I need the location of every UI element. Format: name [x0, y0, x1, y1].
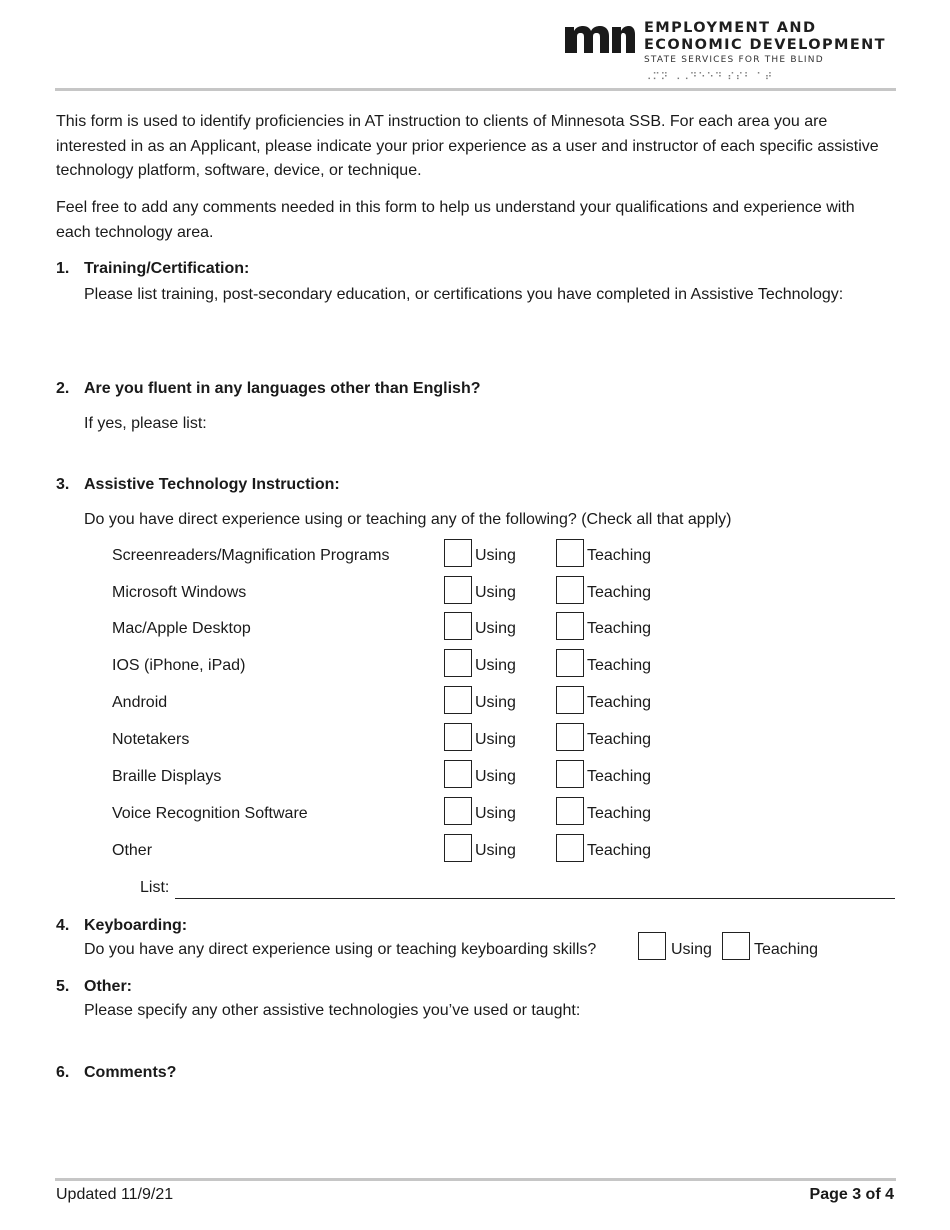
logo-title-line1: EMPLOYMENT AND [644, 20, 817, 36]
teaching-checkbox[interactable] [556, 834, 584, 862]
using-checkbox[interactable] [444, 686, 472, 714]
section-6-number: 6. [56, 1064, 70, 1081]
using-label: Using [475, 620, 516, 637]
at-item-label: Android [112, 694, 168, 711]
section-1-number: 1. [56, 260, 70, 277]
at-item-label: Microsoft Windows [112, 584, 247, 601]
list-label: List: [140, 879, 170, 896]
keyboarding-using-label: Using [671, 941, 712, 958]
teaching-label: Teaching [587, 694, 652, 711]
page-number: Page 3 of 4 [809, 1186, 894, 1203]
using-checkbox[interactable] [444, 797, 472, 825]
using-label: Using [475, 842, 516, 859]
section-4-text: Do you have any direct experience using or teaching keyboarding skills? [84, 941, 597, 958]
teaching-label: Teaching [587, 731, 652, 748]
updated-date: Updated 11/9/21 [56, 1186, 174, 1203]
keyboarding-using-checkbox[interactable] [638, 932, 666, 960]
section-2-number: 2. [56, 380, 70, 397]
logo-title-line2: ECONOMIC DEVELOPMENT [644, 37, 886, 53]
section-3-number: 3. [56, 476, 70, 493]
teaching-label: Teaching [587, 768, 652, 785]
teaching-label: Teaching [587, 620, 652, 637]
section-6-heading: Comments? [84, 1064, 177, 1081]
keyboarding-teaching-checkbox[interactable] [722, 932, 750, 960]
teaching-checkbox[interactable] [556, 539, 584, 567]
list-input-line[interactable] [175, 898, 895, 899]
teaching-label: Teaching [587, 842, 652, 859]
using-label: Using [475, 805, 516, 822]
at-item-label: IOS (iPhone, iPad) [112, 657, 246, 674]
footer-divider [55, 1178, 896, 1181]
using-label: Using [475, 547, 516, 564]
using-checkbox[interactable] [444, 760, 472, 788]
using-label: Using [475, 657, 516, 674]
at-item-label: Other [112, 842, 153, 859]
section-3-text: Do you have direct experience using or teaching any of the following? (Check all that apply) [84, 511, 732, 528]
section-5-number: 5. [56, 978, 70, 995]
mn-logo-icon [565, 23, 635, 53]
using-checkbox[interactable] [444, 834, 472, 862]
at-item-label: Mac/Apple Desktop [112, 620, 251, 637]
teaching-checkbox[interactable] [556, 612, 584, 640]
teaching-checkbox[interactable] [556, 686, 584, 714]
section-1-heading: Training/Certification: [84, 260, 250, 277]
at-item-label: Screenreaders/Magnification Programs [112, 547, 390, 564]
section-5-heading: Other: [84, 978, 132, 995]
at-item-label: Notetakers [112, 731, 190, 748]
section-4-heading: Keyboarding: [84, 917, 188, 934]
header-divider [55, 88, 896, 91]
intro-paragraph-1: This form is used to identify proficiencies in AT instruction to clients of Minnesota SSB. For each area you are interested in as an Applicant, please indicate your prior experience as a user and instructor of each specific assistive technology platform, software, device, or technique. [56, 113, 879, 179]
teaching-label: Teaching [587, 805, 652, 822]
using-checkbox[interactable] [444, 649, 472, 677]
teaching-checkbox[interactable] [556, 576, 584, 604]
teaching-label: Teaching [587, 547, 652, 564]
section-2-heading: Are you fluent in any languages other than English? [84, 380, 481, 397]
teaching-checkbox[interactable] [556, 797, 584, 825]
teaching-label: Teaching [587, 584, 652, 601]
teaching-checkbox[interactable] [556, 649, 584, 677]
using-checkbox[interactable] [444, 723, 472, 751]
section-4-number: 4. [56, 917, 70, 934]
at-item-label: Voice Recognition Software [112, 805, 308, 822]
section-3-heading: Assistive Technology Instruction: [84, 476, 340, 493]
section-5-text: Please specify any other assistive technologies you’ve used or taught: [84, 1002, 581, 1019]
teaching-checkbox[interactable] [556, 723, 584, 751]
keyboarding-teaching-label: Teaching [754, 941, 819, 958]
teaching-checkbox[interactable] [556, 760, 584, 788]
using-label: Using [475, 584, 516, 601]
using-label: Using [475, 731, 516, 748]
at-item-label: Braille Displays [112, 768, 222, 785]
using-checkbox[interactable] [444, 612, 472, 640]
section-2-text: If yes, please list: [84, 415, 207, 432]
using-label: Using [475, 694, 516, 711]
using-checkbox[interactable] [444, 576, 472, 604]
logo-subtitle: STATE SERVICES FOR THE BLIND [644, 55, 824, 65]
using-checkbox[interactable] [444, 539, 472, 567]
intro-paragraph-2: Feel free to add any comments needed in this form to help us understand your qualifications and experience with each technology area. [56, 199, 855, 241]
braille-text: ⠠⠍⠝ ⠠⠠⠙⠑⠑⠙ ⠎⠎⠃ ⠁⠞ [644, 72, 774, 83]
section-1-text: Please list training, post-secondary education, or certifications you have completed in Assistive Technology: [84, 286, 844, 303]
using-label: Using [475, 768, 516, 785]
teaching-label: Teaching [587, 657, 652, 674]
